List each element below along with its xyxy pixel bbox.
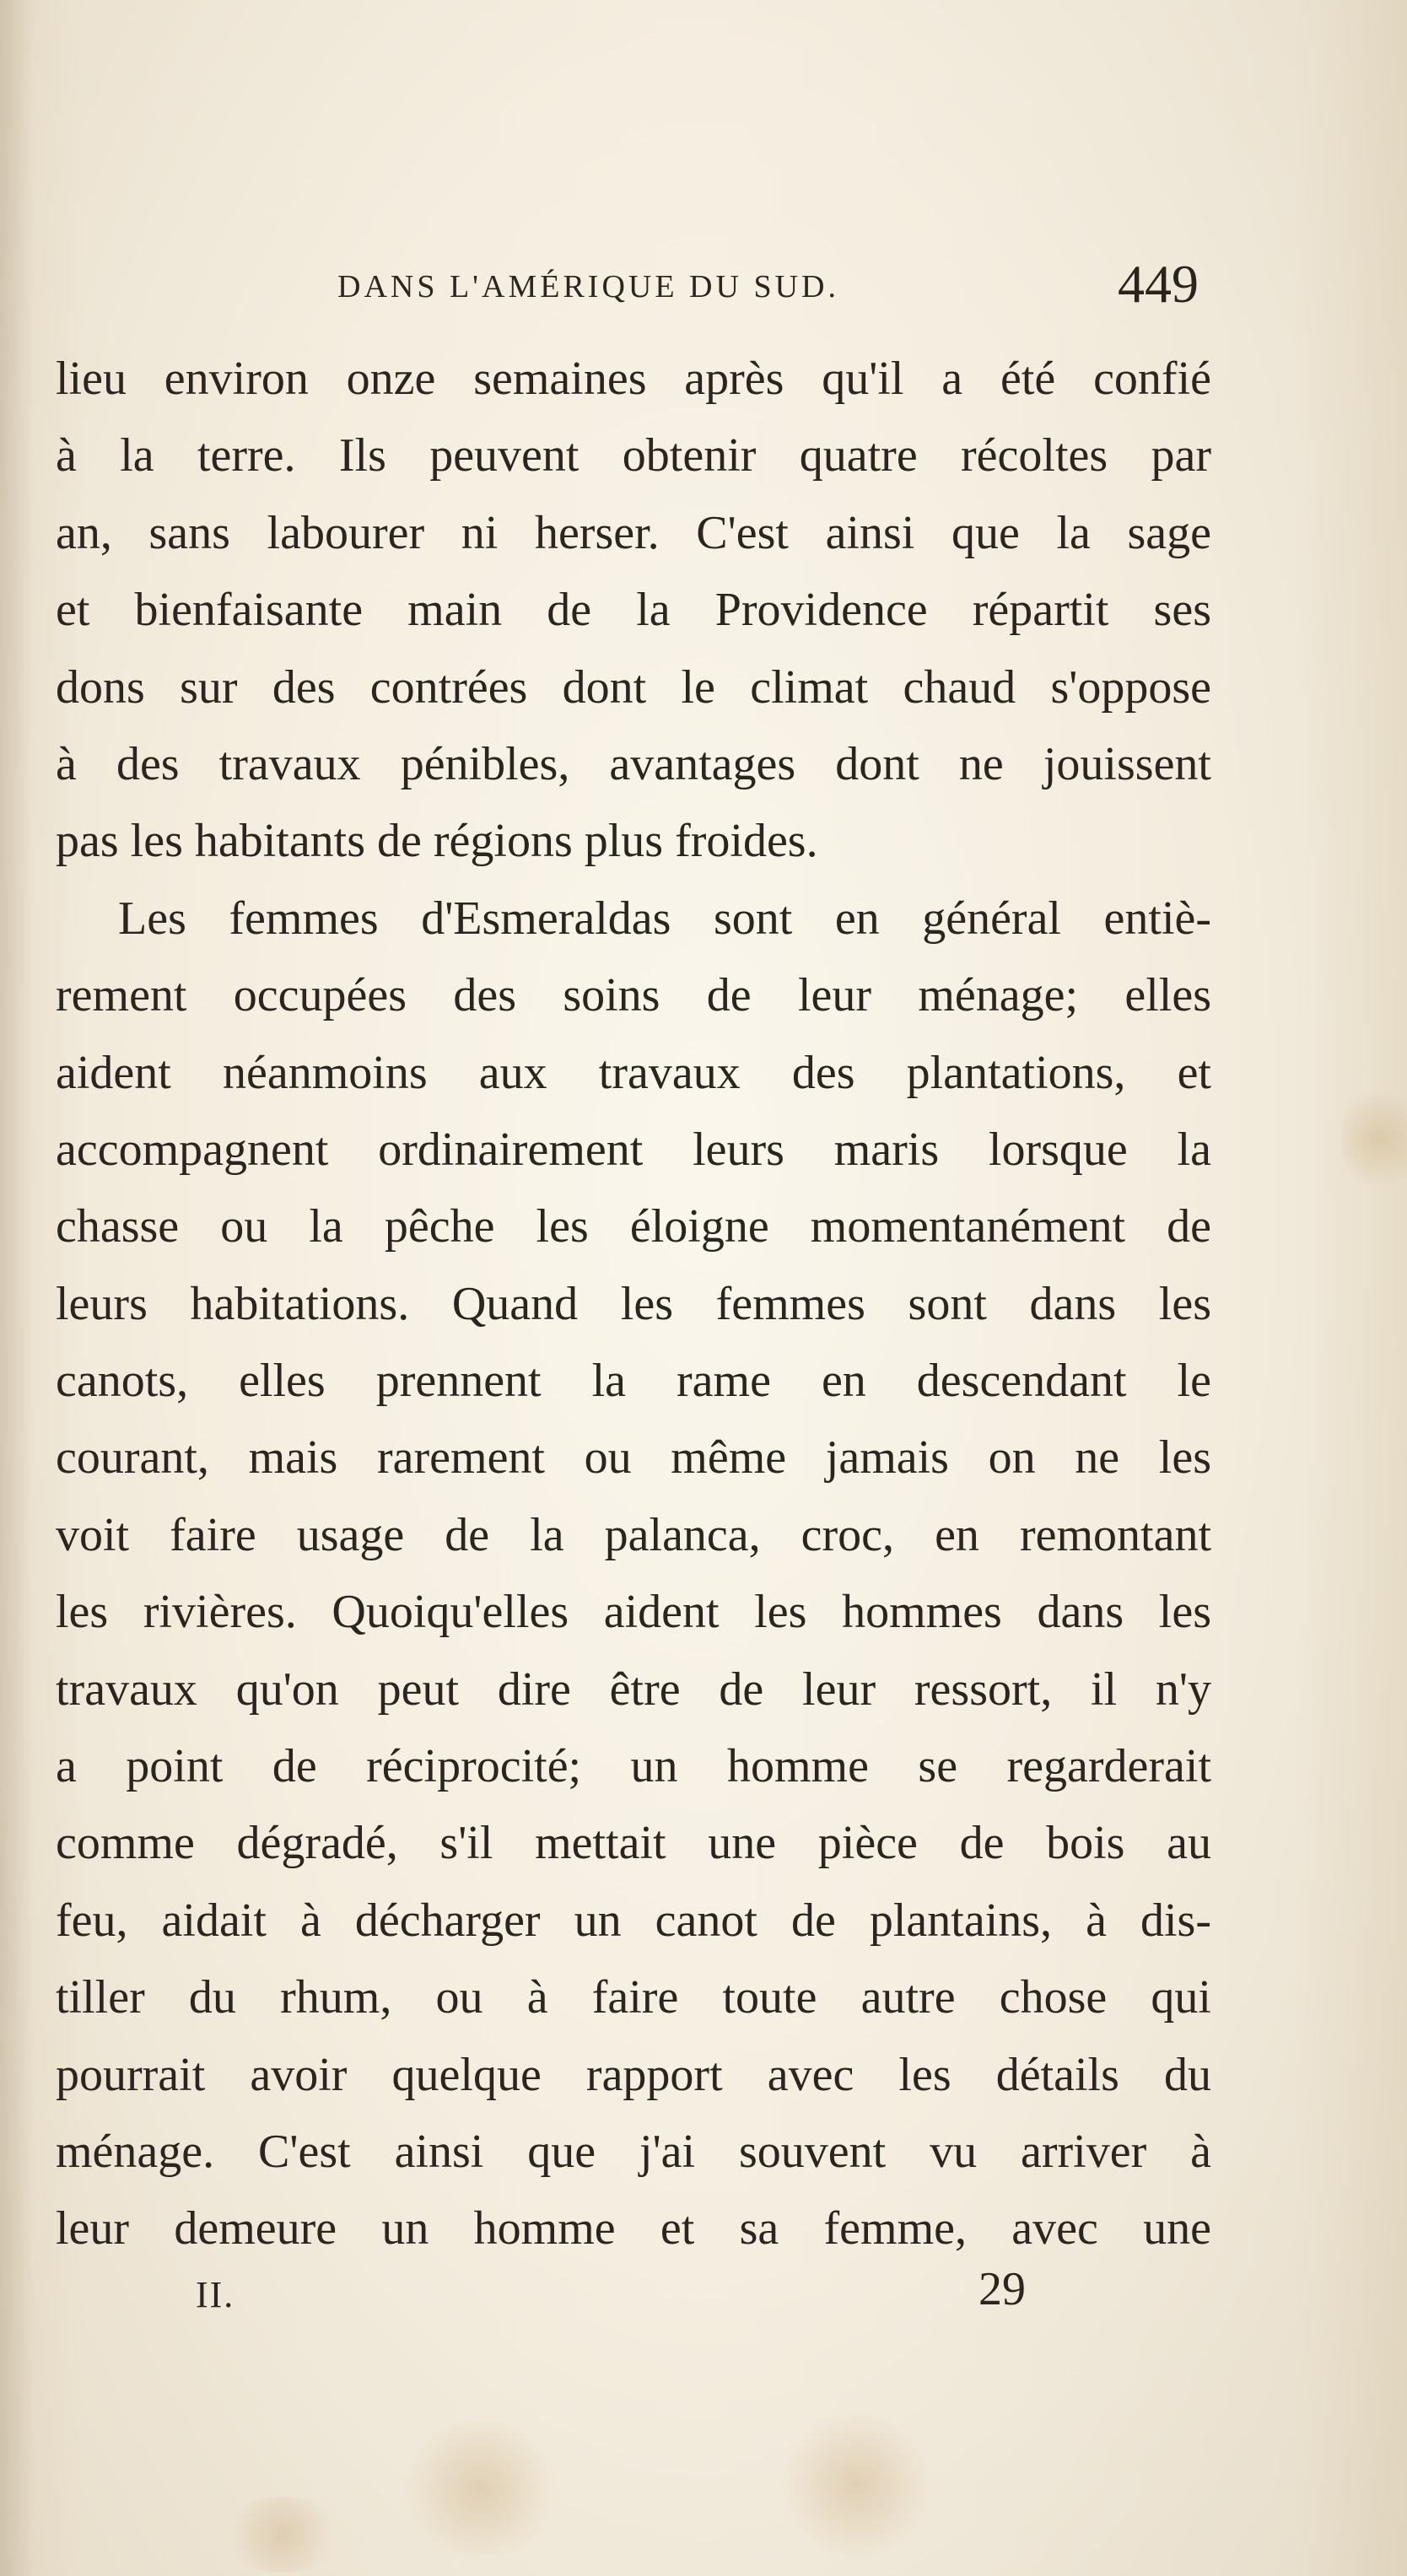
text-line: et bienfaisante main de la Providence répartit ses	[56, 584, 1211, 637]
text-line: pas les habitants de régions plus froides.	[56, 815, 818, 868]
running-head: DANS L'AMÉRIQUE DU SUD.	[337, 269, 839, 304]
text-line: les rivières. Quoiqu'elles aident les hommes dans les	[56, 1586, 1211, 1639]
text-line: pourrait avoir quelque rapport avec les détails du	[56, 2048, 1211, 2101]
paper-stain	[396, 2421, 565, 2556]
text-line: ménage. C'est ainsi que j'ai souvent vu arriver à	[56, 2125, 1211, 2178]
text-line: a point de réciprocité; un homme se regarderait	[56, 1740, 1211, 1793]
text-line: à la terre. Ils peuvent obtenir quatre récoltes par	[56, 429, 1211, 482]
text-line: Les femmes d'Esmeraldas sont en général entiè-	[118, 892, 1211, 945]
text-line: lieu environ onze semaines après qu'il a été confié	[56, 353, 1211, 405]
footer-folio: 29	[978, 2263, 1026, 2315]
text-line: canots, elles prennent la rame en descendant le	[56, 1355, 1211, 1408]
text-line: dons sur des contrées dont le climat chaud s'oppose	[56, 660, 1211, 714]
text-line: à des travaux pénibles, avantages dont ne jouissent	[56, 737, 1211, 790]
text-line: comme dégradé, s'il mettait une pièce de bois au	[56, 1817, 1211, 1870]
text-line: chasse ou la pêche les éloigne momentanément de	[56, 1200, 1211, 1253]
text-line: travaux qu'on peut dire être de leur ressort, il n'y	[56, 1663, 1211, 1716]
text-line: an, sans labourer ni herser. C'est ainsi que la sage	[56, 506, 1211, 559]
paper-stain	[219, 2497, 346, 2573]
paper-stain	[776, 2412, 936, 2556]
text-line: courant, mais rarement ou même jamais on ne les	[56, 1431, 1211, 1485]
paper-stain	[1341, 1080, 1407, 1198]
text-line: aident néanmoins aux travaux des plantations, et	[56, 1046, 1211, 1099]
text-line: leur demeure un homme et sa femme, avec une	[56, 2202, 1211, 2255]
text-line: accompagnent ordinairement leurs maris lorsque la	[56, 1123, 1211, 1176]
gutter-shadow	[0, 0, 34, 2576]
text-line: voit faire usage de la palanca, croc, en remontant	[56, 1508, 1211, 1561]
text-line: tiller du rhum, ou à faire toute autre chose qui	[56, 1971, 1211, 2024]
page-number: 449	[1118, 254, 1199, 314]
text-line: leurs habitations. Quand les femmes sont dans les	[56, 1277, 1211, 1330]
text-line: feu, aidait à décharger un canot de plantains, à dis-	[56, 1894, 1211, 1947]
body-text	[56, 341, 1211, 2268]
text-line: rement occupées des soins de leur ménage; elles	[56, 969, 1211, 1022]
signature-mark: II.	[196, 2274, 235, 2315]
